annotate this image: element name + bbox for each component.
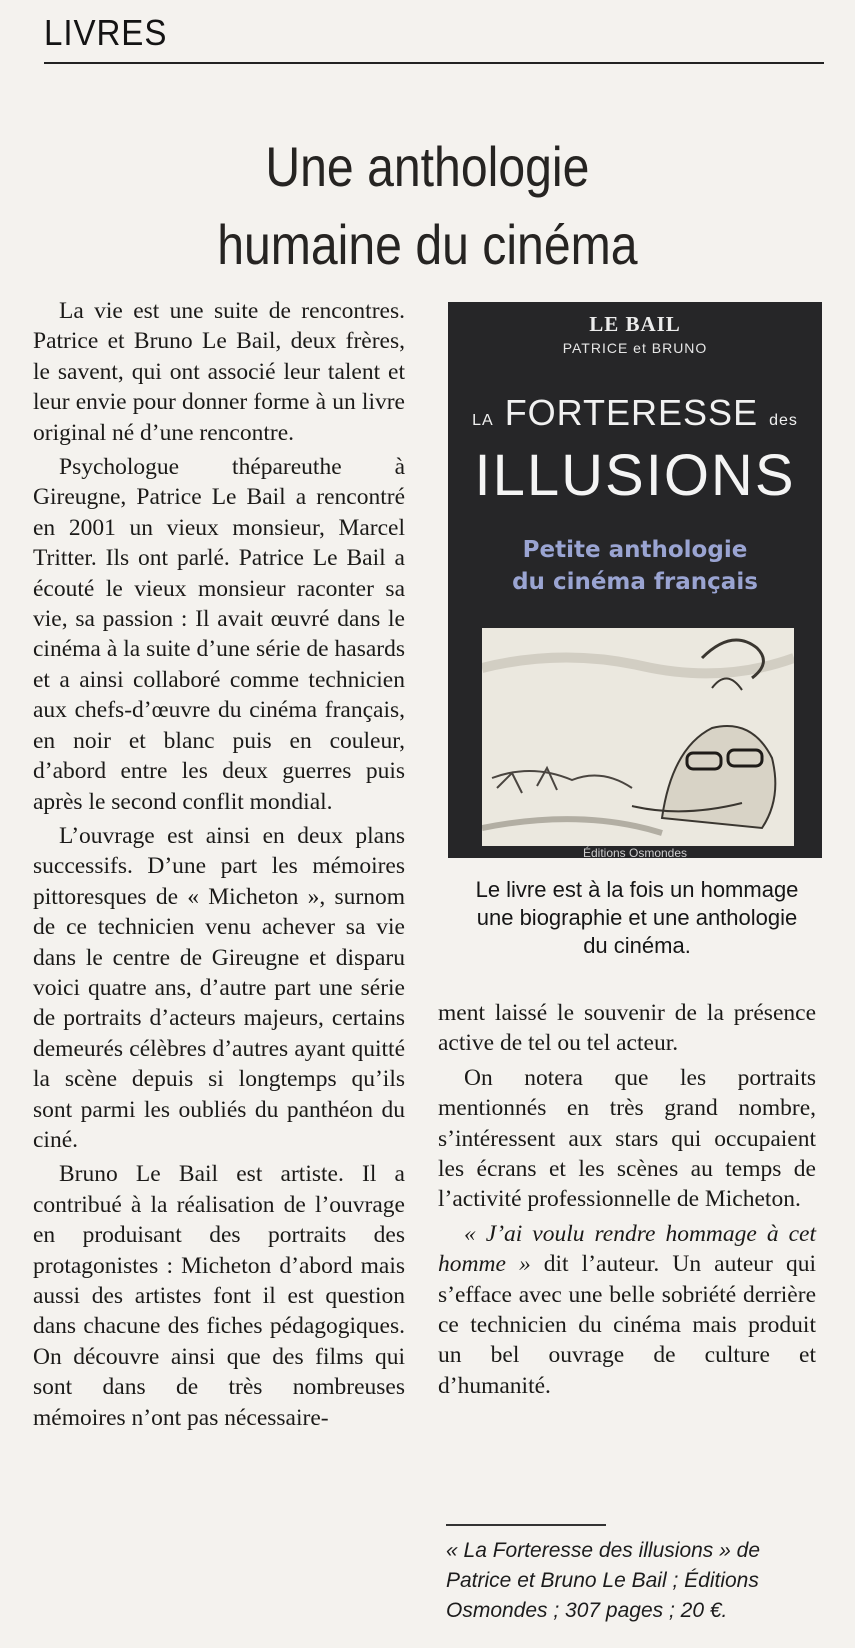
caption-line-2: une biographie et une anthologie	[476, 905, 798, 930]
footer-rule	[446, 1524, 606, 1526]
right-column	[438, 998, 816, 1405]
cover-illustration	[482, 628, 794, 846]
reference-line-1: « La Forteresse des illusions » de	[446, 1539, 761, 1562]
paragraph-continuation: ment laissé le souvenir de la présence active de tel ou tel acteur.	[438, 1000, 816, 1057]
headline	[0, 128, 855, 284]
caricature-illustration	[482, 628, 794, 846]
cover-publisher: Éditions Osmondes	[582, 846, 688, 858]
cover-title-big: ILLUSIONS	[474, 443, 796, 508]
cover-author: LE BAIL	[589, 312, 681, 336]
reference-line-3: Osmondes ; 307 pages ; 20 €.	[446, 1599, 728, 1622]
book-reference	[446, 1536, 826, 1626]
paragraph-ouvrage: L’ouvrage est ainsi en deux plans successifs. D’une part les mémoires pittoresques de « Micheton », surnom de ce technicien venu achever sa vie dans le centre de Gireugne et disparu voici quatre ans, d’autre part une série de portraits d’acteurs majeurs, certains demeurés célèbres d’autres ayant quitté la scène depuis si longtemps qu’ils sont parmi les oubliés du panthéon du ciné.	[33, 822, 405, 1153]
section-label: LIVRES	[44, 12, 168, 53]
left-column	[33, 296, 405, 1437]
headline-line-1: Une anthologie	[265, 135, 590, 198]
caption-line-3: du cinéma.	[583, 933, 691, 958]
headline-line-2: humaine du cinéma	[217, 213, 638, 276]
author-quote: « J’ai voulu rendre hommage à cet homme »	[438, 1220, 816, 1278]
cover-title-main: FORTERESSE	[504, 392, 759, 433]
paragraph-quote	[438, 1219, 816, 1401]
cover-subtitle-line-1: Petite anthologie	[522, 537, 748, 563]
cover-title-prefix: LA	[472, 412, 494, 429]
cover-names: PATRICE et BRUNO	[562, 340, 708, 356]
paragraph-bruno: Bruno Le Bail est artiste. Il a contribué à la réalisation de l’ouvrage en produisant des portraits des protagonistes : Micheton d’abord mais aussi des artistes font il est question dans chacune des fiches pédagogiques. On découvre ainsi que des films qui sont dans de très nombreuses mémoires n’ont pas nécessaire-	[33, 1161, 405, 1431]
image-caption	[440, 876, 834, 960]
section-rule	[44, 62, 824, 64]
paragraph-quote-rest: dit l’auteur. Un auteur qui s’efface avec une belle sobriété derrière ce technicien du cinéma mais produit un bel ouvrage de culture et d’humanité.	[438, 1251, 816, 1399]
cover-title-line	[448, 392, 822, 434]
reference-line-2: Patrice et Bruno Le Bail ; Éditions	[446, 1569, 759, 1592]
cover-subtitle	[448, 534, 822, 598]
cover-subtitle-line-2: du cinéma français	[512, 569, 758, 595]
caption-line-1: Le livre est à la fois un hommage	[475, 877, 799, 902]
book-cover	[448, 302, 822, 858]
paragraph-patrice: Psychologue thépareuthe à Gireugne, Patrice Le Bail a rencontré en 2001 un vieux monsieur, Marcel Tritter. Ils ont parlé. Patrice Le Bail a écouté le vieux monsieur raconter sa vie, sa passion : Il avait œuvré dans le cinéma à la suite d’une série de hasards et a ainsi collaboré comme technicien aux chefs-d’œuvre du cinéma français, en noir et blanc puis en couleur, d’abord entre les deux guerres puis après le second conflit mondial.	[33, 454, 405, 815]
cover-title-suffix: des	[769, 412, 798, 429]
paragraph-portraits: On notera que les portraits mentionnés en très grand nombre, s’intéressent aux stars qui occupaient les écrans et les scènes au temps de l’activité professionnelle de Micheton.	[438, 1064, 816, 1213]
paragraph-intro: La vie est une suite de rencontres. Patrice et Bruno Le Bail, deux frères, le savent, qui ont associé leur talent et leur envie pour donner forme à un livre original né d’une rencontre.	[33, 298, 405, 446]
